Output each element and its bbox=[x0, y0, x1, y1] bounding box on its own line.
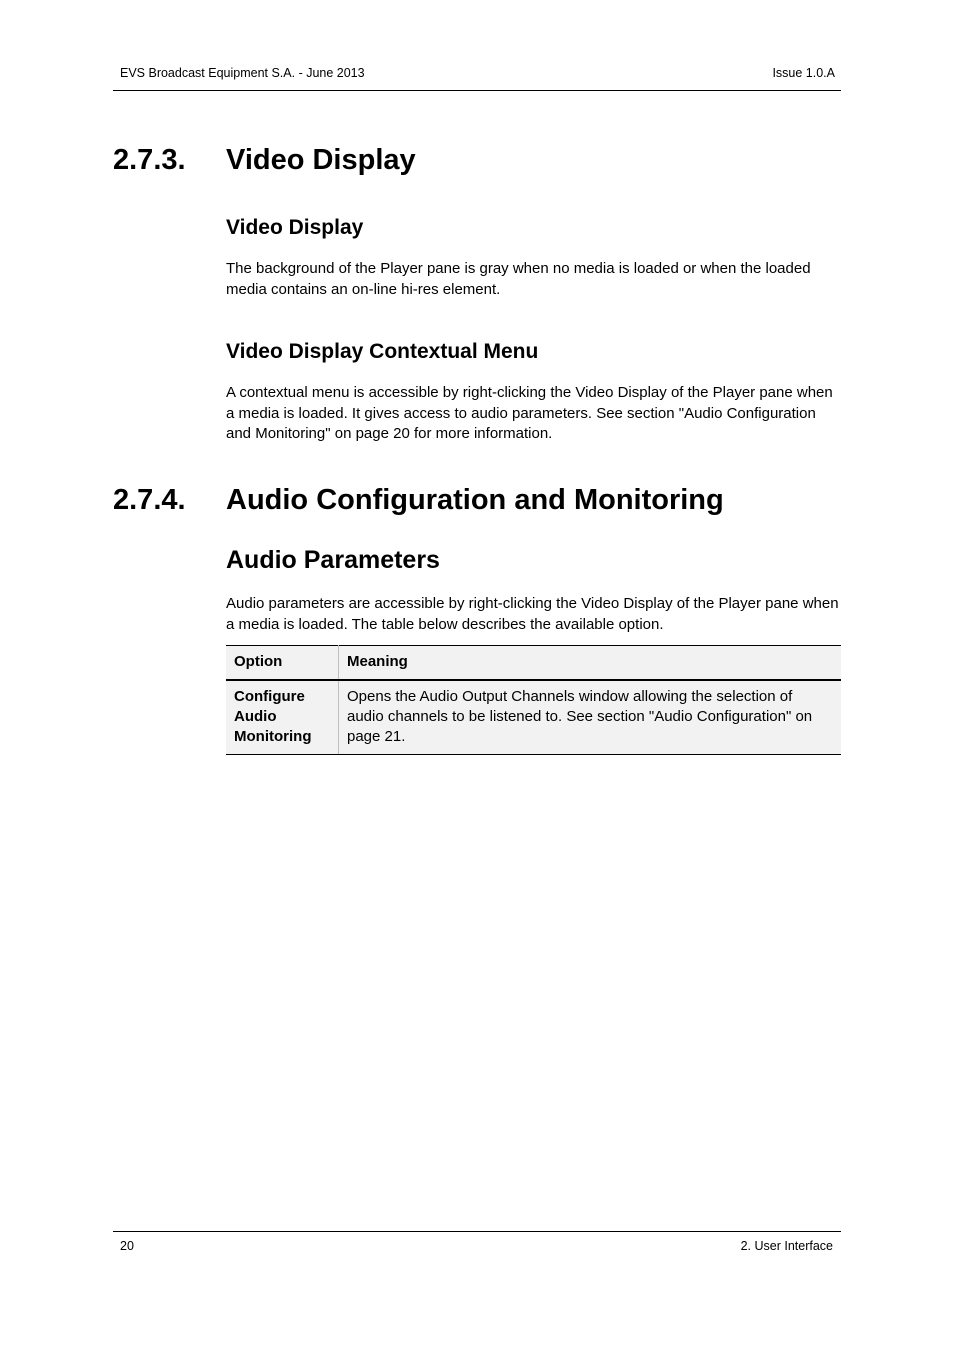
page-number: 20 bbox=[120, 1239, 134, 1253]
header-publisher: EVS Broadcast Equipment S.A. - June 2013 bbox=[120, 66, 365, 80]
chapter-name: 2. User Interface bbox=[740, 1239, 833, 1253]
subheading-contextual-menu: Video Display Contextual Menu bbox=[226, 340, 539, 363]
options-table bbox=[226, 645, 841, 755]
paragraph-video-display: The background of the Player pane is gray when no media is loaded or when the loaded media contains an on-line hi-res element. bbox=[226, 260, 811, 298]
section-number: 2.7.4. bbox=[113, 484, 186, 516]
section-title: Video Display bbox=[226, 144, 416, 176]
column-header-meaning: Meaning bbox=[339, 646, 842, 681]
column-header-option: Option bbox=[226, 646, 339, 681]
page-header bbox=[113, 64, 841, 91]
page-footer bbox=[113, 1231, 841, 1258]
paragraph-contextual-menu: A contextual menu is accessible by right-clicking the Video Display of the Player pane when a media is loaded. It gives access to audio parameters. See section "Audio Configuration and Monitoring" on page 20 for more information. bbox=[226, 384, 833, 442]
option-cell: Configure Audio Monitoring bbox=[226, 680, 339, 755]
section-title: Audio Configuration and Monitoring bbox=[226, 484, 724, 516]
section-number: 2.7.3. bbox=[113, 144, 186, 176]
header-issue: Issue 1.0.A bbox=[772, 66, 835, 80]
subheading-video-display: Video Display bbox=[226, 216, 364, 239]
table-row bbox=[226, 680, 841, 755]
meaning-cell: Opens the Audio Output Channels window allowing the selection of audio channels to be listened to. See section "Audio Configuration" on page 21. bbox=[339, 680, 842, 755]
table-header-row bbox=[226, 646, 841, 681]
paragraph-audio-parameters: Audio parameters are accessible by right-clicking the Video Display of the Player pane when a media is loaded. The table below describes the available option. bbox=[226, 595, 839, 633]
subheading-audio-parameters: Audio Parameters bbox=[226, 546, 440, 574]
